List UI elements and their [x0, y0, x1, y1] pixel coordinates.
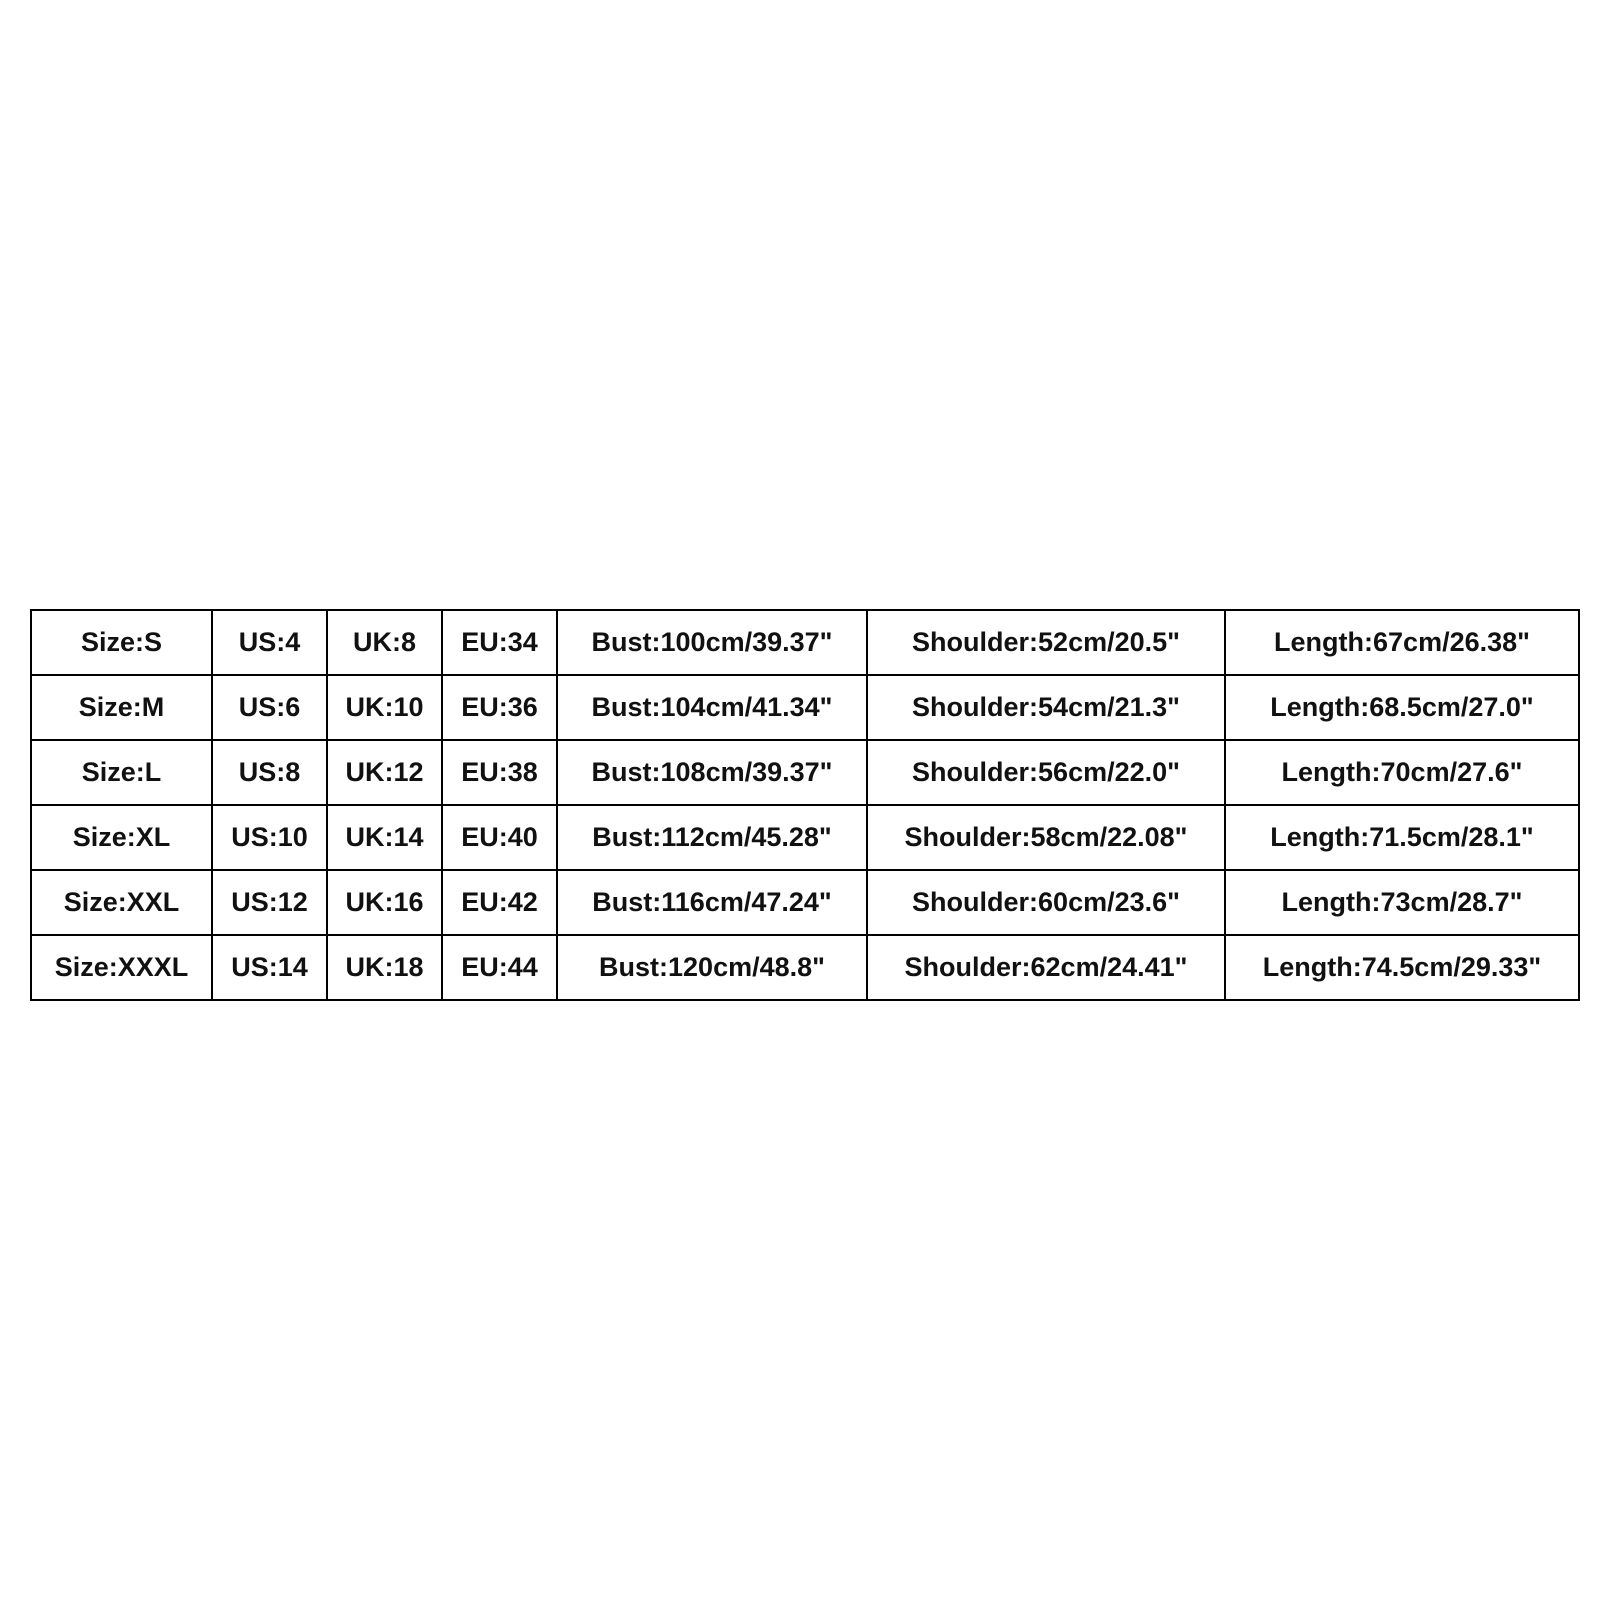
- size-row-xl: [31, 805, 1579, 870]
- size-cell: Size:XXL: [31, 870, 212, 935]
- us-size-cell: US:14: [212, 935, 327, 1000]
- uk-size-cell: UK:18: [327, 935, 442, 1000]
- size-row-l: [31, 740, 1579, 805]
- us-size-cell: US:10: [212, 805, 327, 870]
- bust-cell: Bust:120cm/48.8": [557, 935, 867, 1000]
- length-cell: Length:68.5cm/27.0": [1225, 675, 1579, 740]
- eu-size-cell: EU:36: [442, 675, 557, 740]
- length-cell: Length:67cm/26.38": [1225, 610, 1579, 675]
- size-cell: Size:M: [31, 675, 212, 740]
- size-cell: Size:L: [31, 740, 212, 805]
- size-row-m: [31, 675, 1579, 740]
- size-row-xxl: [31, 870, 1579, 935]
- size-row-s: [31, 610, 1579, 675]
- bust-cell: Bust:112cm/45.28": [557, 805, 867, 870]
- us-size-cell: US:6: [212, 675, 327, 740]
- us-size-cell: US:4: [212, 610, 327, 675]
- shoulder-cell: Shoulder:54cm/21.3": [867, 675, 1225, 740]
- length-cell: Length:70cm/27.6": [1225, 740, 1579, 805]
- eu-size-cell: EU:34: [442, 610, 557, 675]
- bust-cell: Bust:108cm/39.37": [557, 740, 867, 805]
- uk-size-cell: UK:12: [327, 740, 442, 805]
- eu-size-cell: EU:44: [442, 935, 557, 1000]
- uk-size-cell: UK:10: [327, 675, 442, 740]
- shoulder-cell: Shoulder:56cm/22.0": [867, 740, 1225, 805]
- size-cell: Size:S: [31, 610, 212, 675]
- bust-cell: Bust:104cm/41.34": [557, 675, 867, 740]
- length-cell: Length:71.5cm/28.1": [1225, 805, 1579, 870]
- shoulder-cell: Shoulder:58cm/22.08": [867, 805, 1225, 870]
- shoulder-cell: Shoulder:60cm/23.6": [867, 870, 1225, 935]
- eu-size-cell: EU:42: [442, 870, 557, 935]
- length-cell: Length:74.5cm/29.33": [1225, 935, 1579, 1000]
- bust-cell: Bust:100cm/39.37": [557, 610, 867, 675]
- us-size-cell: US:8: [212, 740, 327, 805]
- size-cell: Size:XXXL: [31, 935, 212, 1000]
- eu-size-cell: EU:38: [442, 740, 557, 805]
- shoulder-cell: Shoulder:62cm/24.41": [867, 935, 1225, 1000]
- size-chart-table: [30, 609, 1580, 1001]
- bust-cell: Bust:116cm/47.24": [557, 870, 867, 935]
- length-cell: Length:73cm/28.7": [1225, 870, 1579, 935]
- uk-size-cell: UK:8: [327, 610, 442, 675]
- size-row-xxxl: [31, 935, 1579, 1000]
- us-size-cell: US:12: [212, 870, 327, 935]
- eu-size-cell: EU:40: [442, 805, 557, 870]
- size-cell: Size:XL: [31, 805, 212, 870]
- shoulder-cell: Shoulder:52cm/20.5": [867, 610, 1225, 675]
- uk-size-cell: UK:14: [327, 805, 442, 870]
- uk-size-cell: UK:16: [327, 870, 442, 935]
